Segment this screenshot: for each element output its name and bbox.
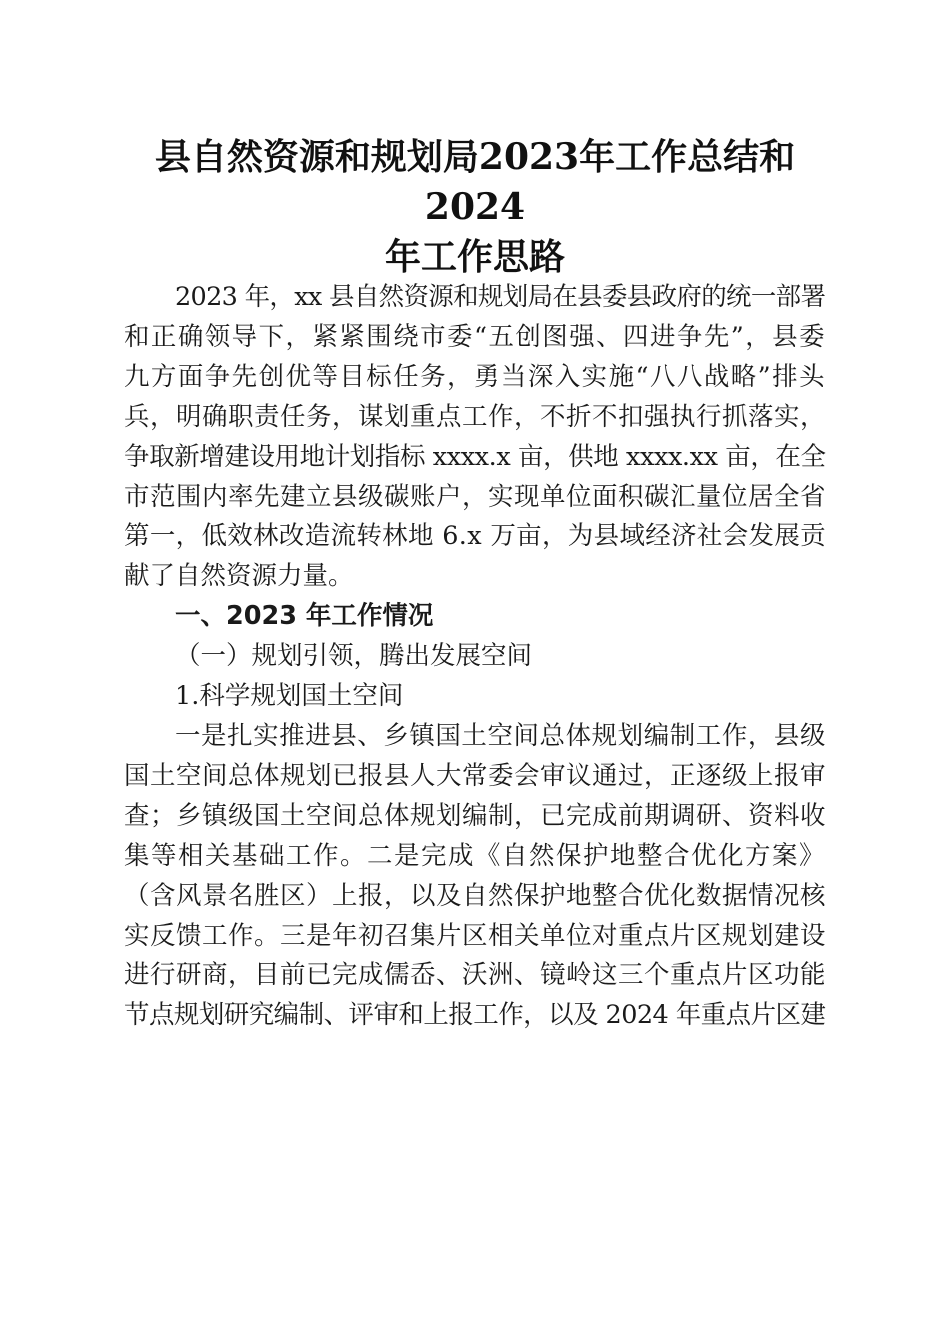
paragraph-line: 进行研商，目前已完成儒岙、沃洲、镜岭这三个重点片区功能 xyxy=(124,960,826,991)
section-heading-1-1-1: 1.科学规划国土空间 xyxy=(175,681,404,712)
document-title xyxy=(118,132,832,282)
paragraph-line: 集等相关基础工作。二是完成《自然保护地整合优化方案》 xyxy=(124,840,826,871)
paragraph-line: 2023 年，xx 县自然资源和规划局在县委县政府的统一部署 xyxy=(175,282,826,312)
paragraph-line: 献了自然资源力量。 xyxy=(124,561,354,592)
paragraph-line: 第一，低效林改造流转林地 6.x 万亩，为县域经济社会发展贡 xyxy=(124,521,826,552)
document-body xyxy=(124,278,826,1036)
paragraph-line: 节点规划研究编制、评审和上报工作，以及 2024 年重点片区建 xyxy=(124,1000,826,1031)
section-paragraph xyxy=(124,717,826,1036)
intro-paragraph xyxy=(124,278,826,597)
paragraph-line: 市范围内率先建立县级碳账户，实现单位面积碳汇量位居全省 xyxy=(124,481,826,512)
section-heading-1-1: （一）规划引领，腾出发展空间 xyxy=(175,641,533,672)
paragraph-line: 实反馈工作。三是年初召集片区相关单位对重点片区规划建设 xyxy=(124,920,826,951)
paragraph-line: 兵，明确职责任务，谋划重点工作，不折不扣强执行抓落实， xyxy=(124,401,826,432)
title-line-2: 年工作思路 xyxy=(384,236,565,278)
paragraph-line: 和正确领导下，紧紧围绕市委“五创图强、四进争先”，县委 xyxy=(124,321,826,352)
paragraph-line: 国土空间总体规划已报县人大常委会审议通过，正逐级上报审 xyxy=(124,760,826,791)
paragraph-line: 争取新增建设用地计划指标 xxxx.x 亩，供地 xxxx.xx 亩，在全 xyxy=(124,441,826,472)
paragraph-line: （含风景名胜区）上报，以及自然保护地整合优化数据情况核 xyxy=(124,880,826,911)
paragraph-line: 九方面争先创优等目标任务，勇当深入实施“八八战略”排头 xyxy=(124,361,826,392)
paragraph-line: 一是扎实推进县、乡镇国土空间总体规划编制工作，县级 xyxy=(175,720,826,751)
section-heading-1: 一、2023 年工作情况 xyxy=(175,601,434,632)
title-line-1: 县自然资源和规划局2023年工作总结和2024 xyxy=(154,136,796,228)
paragraph-line: 查；乡镇级国土空间总体规划编制，已完成前期调研、资料收 xyxy=(124,800,826,831)
